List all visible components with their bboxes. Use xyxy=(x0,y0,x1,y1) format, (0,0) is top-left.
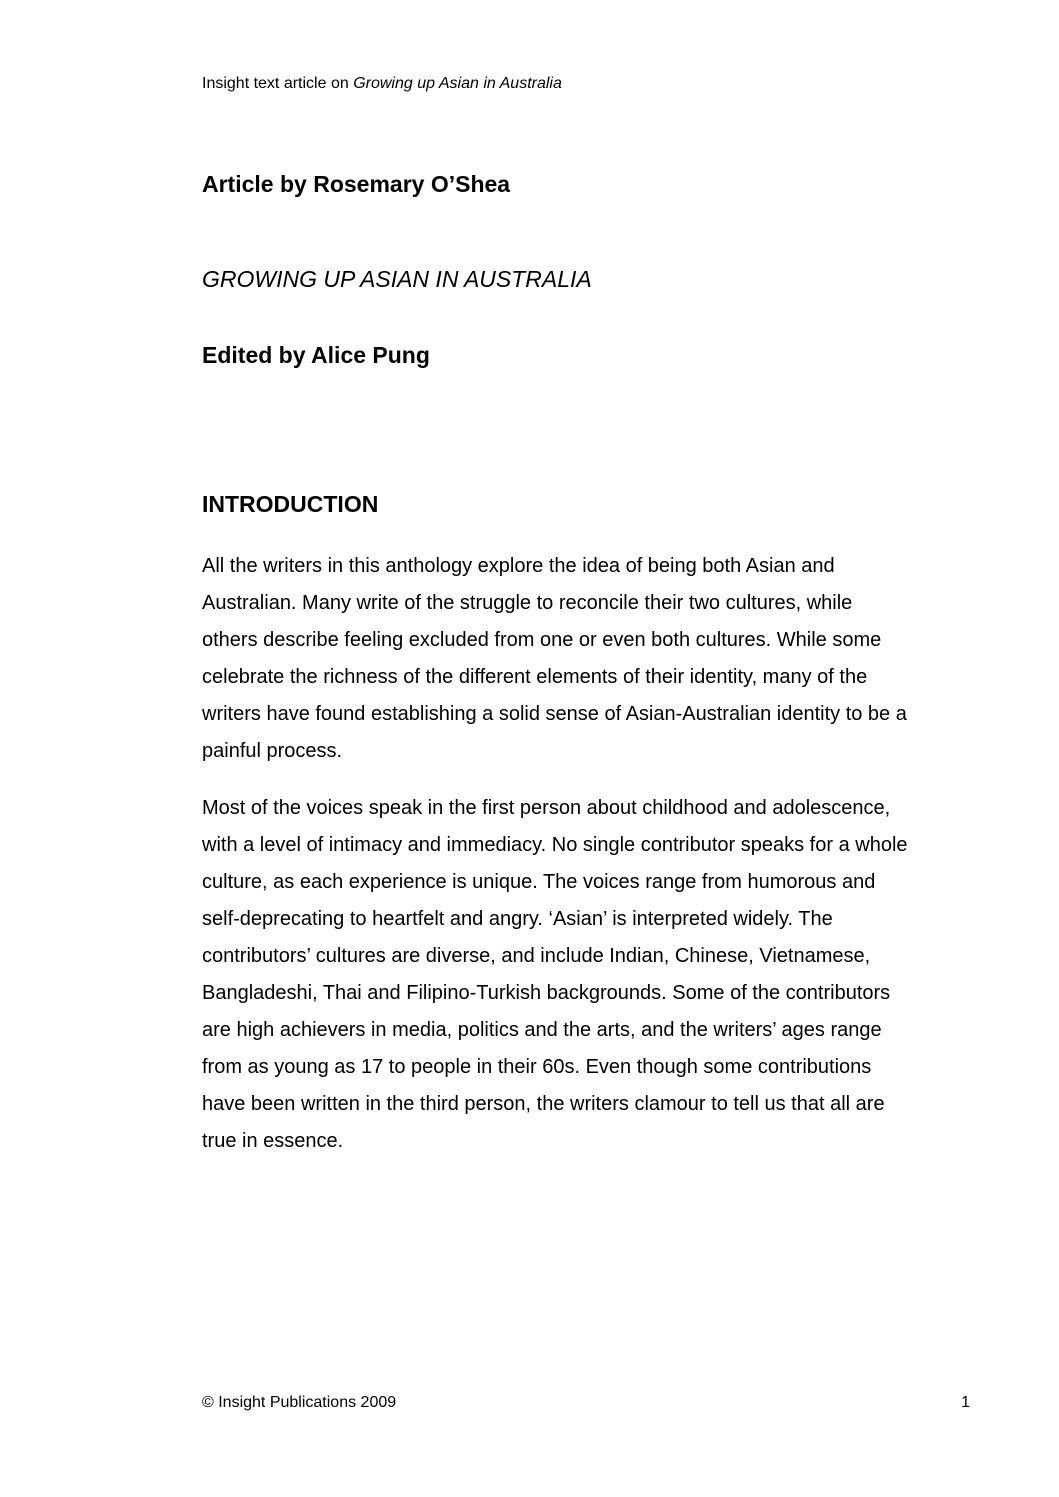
running-header xyxy=(202,74,562,94)
paragraph-line: others describe feeling excluded from one or even both cultures. While some xyxy=(202,629,882,651)
paragraph-line: have been written in the third person, the writers clamour to tell us that all are xyxy=(202,1093,885,1115)
footer-copyright: © Insight Publications 2009 xyxy=(202,1394,397,1411)
paragraph-line: painful process. xyxy=(202,740,343,762)
paragraph-line: Most of the voices speak in the first person about childhood and adolescence, xyxy=(202,797,891,819)
footer-page-number: 1 xyxy=(961,1394,970,1411)
running-header-book-title: Growing up Asian in Australia xyxy=(353,75,562,92)
paragraph-line: self-deprecating to heartfelt and angry. ‘Asian’ is interpreted widely. The xyxy=(202,908,833,930)
paragraph-line: with a level of intimacy and immediacy. No single contributor speaks for a whole xyxy=(202,834,908,856)
article-author-line: Article by Rosemary O’Shea xyxy=(202,171,511,197)
book-title-heading: GROWING UP ASIAN IN AUSTRALIA xyxy=(202,266,592,292)
paragraph-line: All the writers in this anthology explore the idea of being both Asian and xyxy=(202,555,835,577)
paragraph-line: Bangladeshi, Thai and Filipino-Turkish backgrounds. Some of the contributors xyxy=(202,982,891,1004)
paragraph-1 xyxy=(202,548,982,770)
section-heading-introduction: INTRODUCTION xyxy=(202,491,379,517)
paragraph-line: writers have found establishing a solid sense of Asian-Australian identity to be a xyxy=(202,703,907,725)
paragraph-line: from as young as 17 to people in their 60s. Even though some contributions xyxy=(202,1056,872,1078)
paragraph-line: Australian. Many write of the struggle to reconcile their two cultures, while xyxy=(202,592,853,614)
paragraph-2 xyxy=(202,790,982,1160)
paragraph-line: true in essence. xyxy=(202,1130,344,1152)
paragraph-line: contributors’ cultures are diverse, and include Indian, Chinese, Vietnamese, xyxy=(202,945,871,967)
paragraph-line: culture, as each experience is unique. The voices range from humorous and xyxy=(202,871,876,893)
running-header-prefix: Insight text article on xyxy=(202,75,354,92)
paragraph-line: are high achievers in media, politics and the arts, and the writers’ ages range xyxy=(202,1019,882,1041)
editor-line: Edited by Alice Pung xyxy=(202,342,430,368)
paragraph-line: celebrate the richness of the different elements of their identity, many of the xyxy=(202,666,868,688)
